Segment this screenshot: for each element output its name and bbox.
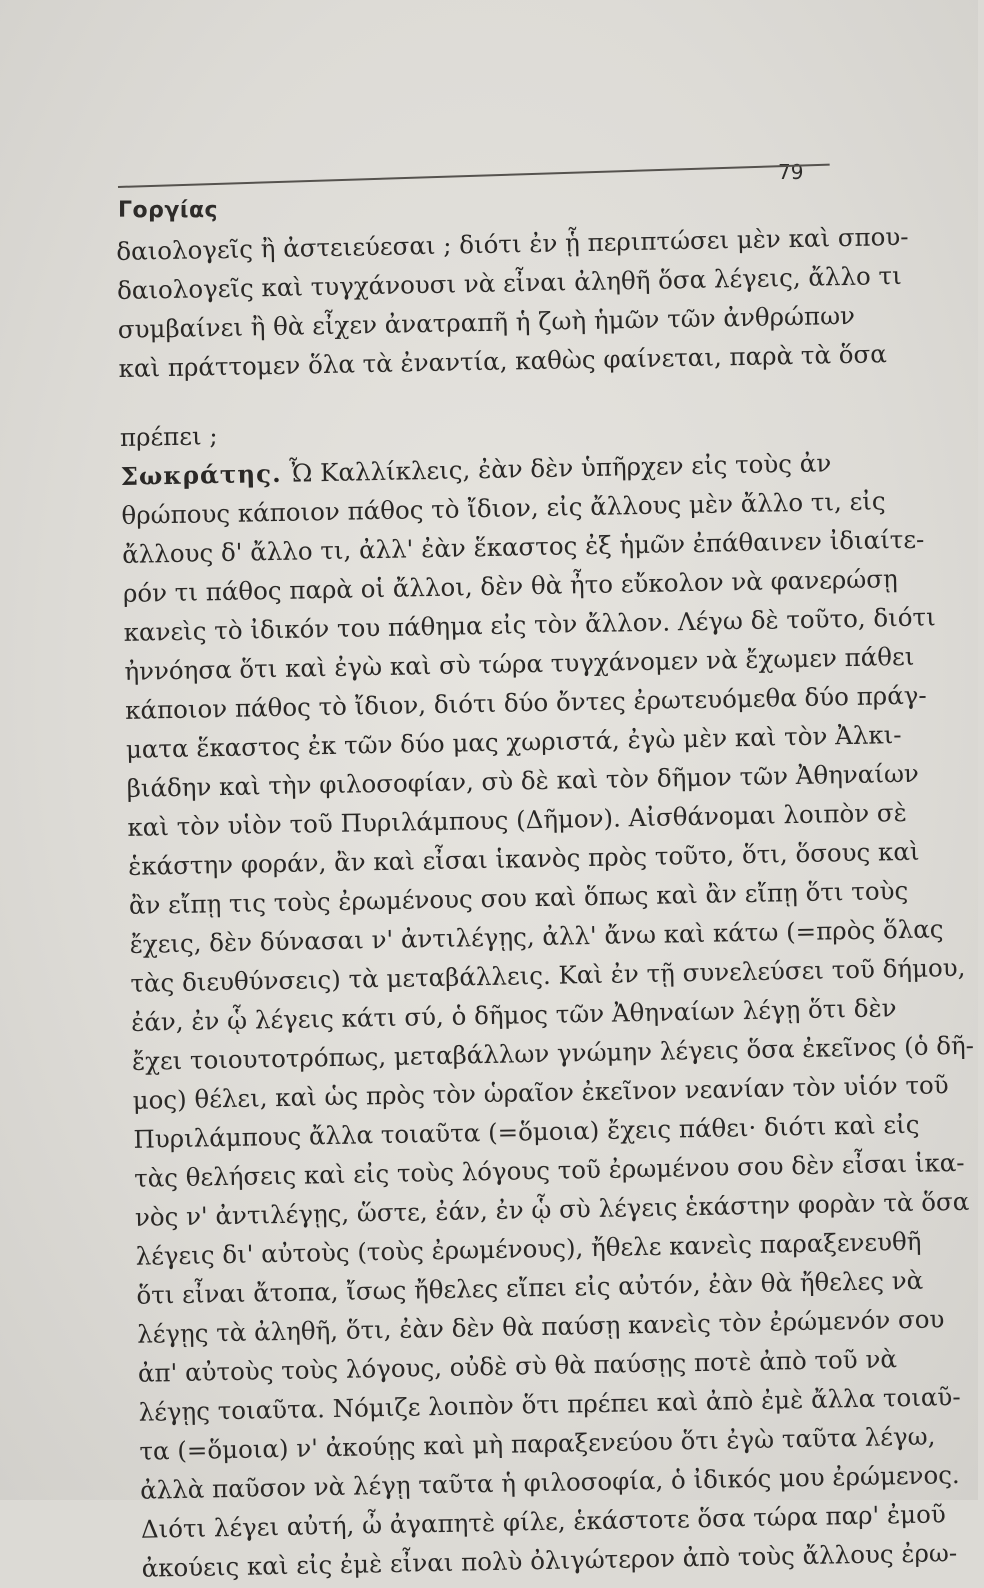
text-line: βιάδην καὶ τὴν φιλοσοφίαν, σὺ δὲ καὶ τὸν δῆμον τῶν Ἀθηναίων [126, 758, 920, 803]
page-number: 79 [778, 160, 804, 184]
text-line: ἀκούεις καὶ εἰς ἐμὲ εἶναι πολὺ ὀλιγώτερον ἀπὸ τοὺς ἄλλους ἐρω- [141, 1538, 958, 1583]
text-line: λέγεις δι' αὐτοὺς (τοὺς ἐρωμένους), ἤθελε κανεὶς παραξενευθῆ [135, 1226, 922, 1271]
running-header-title: Γοργίας [118, 198, 219, 223]
text-line: ἔχεις, δὲν δύνασαι ν' ἀντιλέγῃς, ἀλλ' ἄνω καὶ κάτω (=πρὸς ὅλας [129, 914, 944, 959]
text-line: ἀλλὰ παῦσον νὰ λέγῃ ταῦτα ἡ φιλοσοφία, ὁ ἰδικός μου ἐρώμενος. [139, 1460, 960, 1505]
text-line: ἐάν, ἐν ᾧ λέγεις κάτι σύ, ὁ δῆμος τῶν Ἀθηναίων λέγῃ ὅτι δὲν [130, 993, 897, 1037]
text-line: δαιολογεῖς καὶ τυγχάνουσι νὰ εἶναι ἀληθῆ ὅσα λέγεις, ἄλλο τι [116, 260, 902, 305]
text-line: ἂν εἴπῃ τις τοὺς ἐρωμένους σου καὶ ὅπως καὶ ἂν εἴπῃ ὅτι τοὺς [128, 875, 909, 920]
text-line: ματα ἕκαστος ἐκ τῶν δύο μας χωριστά, ἐγὼ μὲν καὶ τὸν Ἀλκι- [125, 720, 902, 764]
text-line: ὅτι εἶναι ἄτοπα, ἴσως ἤθελες εἴπει εἰς αὐτόν, ἐὰν θὰ ἤθελες νὰ [136, 1265, 924, 1310]
speaker-name: Σωκράτης. [120, 458, 282, 491]
text-line: ἠννόησα ὅτι καὶ ἐγὼ καὶ σὺ τώρα τυγχάνομεν νὰ ἔχωμεν πάθει [124, 641, 915, 686]
text-line: πρέπει ; [119, 421, 218, 452]
text-line: νὸς ν' ἀντιλέγῃς, ὥστε, ἐάν, ἐν ᾧ σὺ λέγεις ἑκάστην φορὰν τὰ ὅσα [134, 1186, 970, 1232]
text-line: ἄλλους δ' ἄλλο τι, ἀλλ' ἐὰν ἕκαστος ἐξ ἡμῶν ἐπάθαινεν ἰδιαίτε- [121, 524, 925, 569]
speech-text: Ὦ Καλλίκλεις, ἐὰν δὲν ὑπῆρχεν εἰς τοὺς ἀν [289, 448, 832, 488]
text-line: θρώπους κάποιον πάθος τὸ ἴδιον, εἰς ἄλλους μὲν ἄλλο τι, εἰς [121, 486, 886, 530]
text-line: λέγῃς τοιαῦτα. Νόμιζε λοιπὸν ὅτι πρέπει καὶ ἀπὸ ἐμὲ ἄλλα τοιαῦ- [138, 1382, 961, 1427]
text-line: καὶ πράττομεν ὅλα τὰ ἐναντία, καθὼς φαίνεται, παρὰ τὰ ὅσα [118, 339, 888, 383]
text-line: κάποιον πάθος τὸ ἴδιον, διότι δύο ὄντες ἐρωτευόμεθα δύο πράγ- [124, 680, 927, 725]
text-line: μος) θέλει, καὶ ὡς πρὸς τὸν ὡραῖον ἐκεῖνον νεανίαν τὸν υἱόν τοῦ [132, 1070, 949, 1115]
header-rule [118, 164, 830, 188]
text-line: συμβαίνει ἢ θὰ εἶχεν ἀνατραπῆ ἡ ζωὴ ἡμῶν τῶν ἀνθρώπων [117, 300, 856, 344]
text-line: κανεὶς τὸ ἰδικόν του πάθημα εἰς τὸν ἄλλον. Λέγω δὲ τοῦτο, διότι [123, 602, 936, 647]
text-line: δαιολογεῖς ἢ ἀστειεύεσαι ; διότι ἐν ᾗ περιπτώσει μὲν καὶ σπου- [116, 221, 909, 266]
text-line: ἑκάστην φοράν, ἂν καὶ εἶσαι ἱκανὸς πρὸς τοῦτο, ὅτι, ὅσους καὶ [127, 836, 920, 881]
text-line: Πυριλάμπους ἄλλα τοιαῦτα (=ὅμοια) ἔχεις πάθει· διότι καὶ εἰς [133, 1109, 920, 1154]
text-line: Διότι λέγει αὐτή, ὦ ἀγαπητὲ φίλε, ἑκάστοτε ὅσα τώρα παρ' ἐμοῦ [140, 1499, 946, 1544]
text-line: ρόν τι πάθος παρὰ οἱ ἄλλοι, δὲν θὰ ἦτο εὔκολον νὰ φανερώσῃ [122, 564, 898, 608]
text-line: ἀπ' αὐτοὺς τοὺς λόγους, οὐδὲ σὺ θὰ παύσῃς ποτὲ ἀπὸ τοῦ νὰ [137, 1344, 898, 1388]
text-line: τὰς θελήσεις καὶ εἰς τοὺς λόγους τοῦ ἐρωμένου σου δὲν εἶσαι ἱκα- [133, 1147, 965, 1193]
text-line: ἔχει τοιουτοτρόπως, μεταβάλλων γνώμην λέγεις ὅσα ἐκεῖνος (ὁ δῆ- [131, 1030, 975, 1076]
body-text [116, 218, 975, 1588]
text-line: τα (=ὅμοια) ν' ἀκούῃς καὶ μὴ παραξενεύου ὅτι ἐγὼ ταῦτα λέγω, [139, 1421, 936, 1466]
text-line: τὰς διευθύνσεις) τὰ μεταβάλλεις. Καὶ ἐν τῇ συνελεύσει τοῦ δήμου, [130, 952, 966, 998]
text-line: λέγῃς τὰ ἀληθῆ, ὅτι, ἐὰν δὲν θὰ παύσῃ κανεὶς τὸν ἐρώμενόν σου [136, 1304, 945, 1349]
text-line: καὶ τὸν υἱὸν τοῦ Πυριλάμπους (Δῆμον). Αἰσθάνομαι λοιπὸν σὲ [127, 797, 907, 842]
